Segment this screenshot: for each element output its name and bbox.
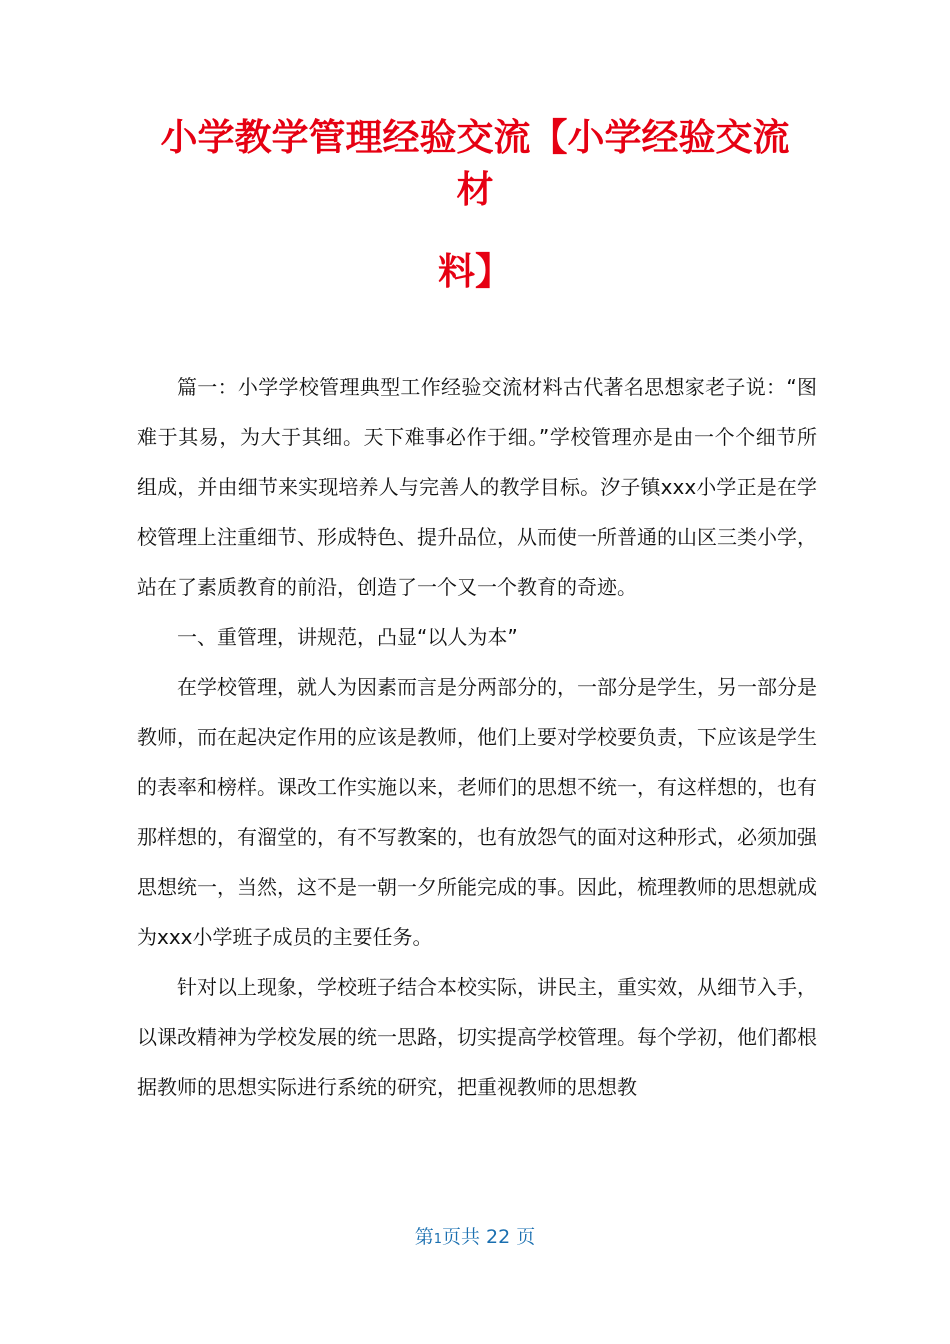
title-line-1: 小学教学管理经验交流【小学经验交流 <box>160 116 790 159</box>
document-body <box>137 362 817 1112</box>
title-line-2: 材 <box>456 168 494 211</box>
paragraph-body: 在学校管理，就人为因素而言是分两部分的，一部分是学生，另一部分是教师，而在起决定作用的应该是教师，他们上要对学校要负责，下应该是学生的表率和榜样。课改工作实施以来，老师们的思想不统一，有这样想的，也有那样想的，有溜堂的，有不写教案的，也有放怨气的面对这种形式，必须加强思想统一，当然，这不是一朝一夕所能完成的事。因此，梳理教师的思想就成为xxx小学班子成员的主要任务。 <box>137 675 817 949</box>
section-heading: 一、重管理，讲规范，凸显“以人为本” <box>177 625 518 649</box>
footer-suffix: 页共 22 页 <box>442 1226 536 1248</box>
paragraph-intro: 篇一：小学学校管理典型工作经验交流材料古代著名思想家老子说：“图难于其易，为大于其细。天下难事必作于细。”学校管理亦是由一个个细节所组成，并由细节来实现培养人与完善人的教学目标。汐子镇xxx小学正是在学校管理上注重细节、形成特色、提升品位，从而使一所普通的山区三类小学，站在了素质教育的前沿，创造了一个又一个教育的奇迹。 <box>137 375 817 599</box>
page-footer <box>0 1222 950 1255</box>
title-line-3: 料】 <box>438 250 512 293</box>
footer-page-number: 1 <box>433 1232 443 1247</box>
document-title <box>120 112 830 298</box>
footer-prefix: 第 <box>414 1226 434 1248</box>
paragraph-body: 针对以上现象，学校班子结合本校实际，讲民主，重实效，从细节入手，以课改精神为学校发展的统一思路，切实提高学校管理。每个学初，他们都根据教师的思想实际进行系统的研究，把重视教师的思想教 <box>137 975 817 1099</box>
